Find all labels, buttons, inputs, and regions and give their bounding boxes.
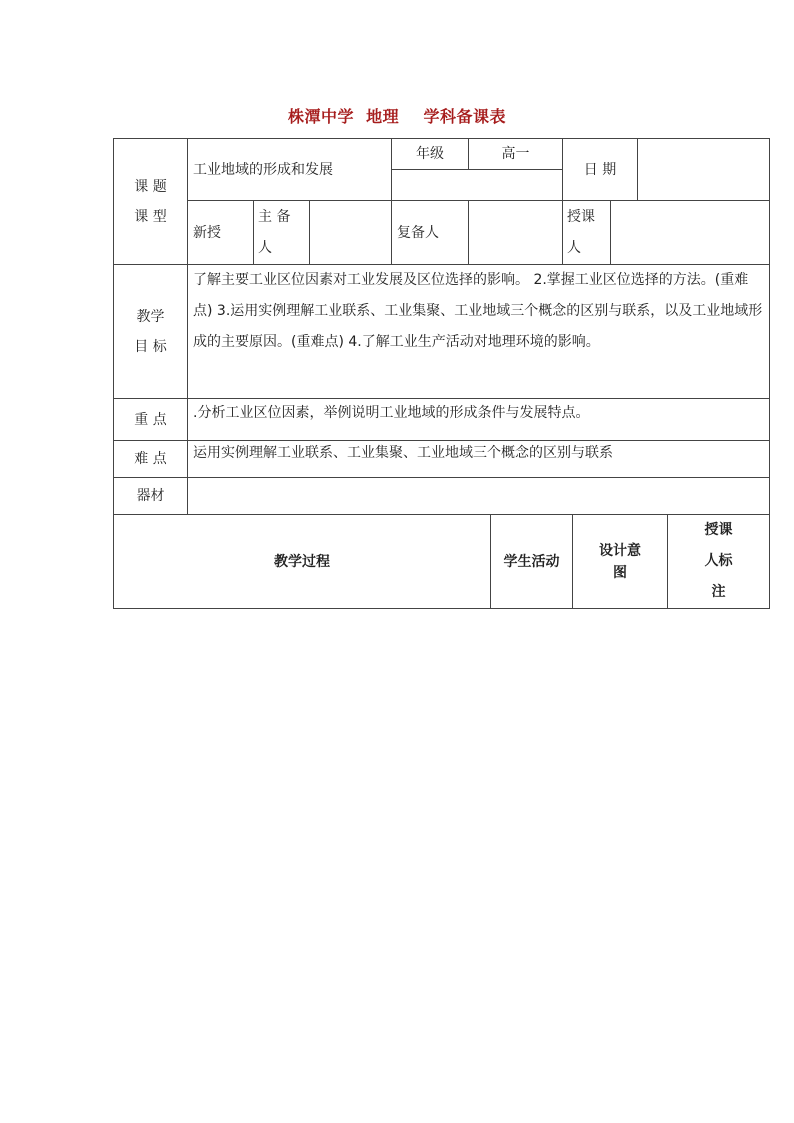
co-preparer-label: 复备人 [392, 201, 469, 265]
equipment-value [188, 478, 770, 515]
co-preparer-value [469, 201, 563, 265]
objectives-text: 了解主要工业区位因素对工业发展及区位选择的影响。 2.掌握工业区位选择的方法。(重难点) 3.运用实例理解工业联系、工业集聚、工业地域三个概念的区别与联系，以及工业地域形成的主要原因。(重难点) 4.了解工业生产活动对地理环境的影响。 [188, 265, 770, 399]
teacher-notes-header: 授课 人标 注 [668, 515, 770, 609]
teacher-value [611, 201, 770, 265]
date-value [638, 139, 770, 201]
difficulties-text: 运用实例理解工业联系、工业集聚、工业地域三个概念的区别与联系 [188, 441, 770, 478]
lead-preparer-label: 主 备 人 [254, 201, 310, 265]
lesson-plan-table [113, 138, 770, 609]
objectives-label: 教学 目 标 [114, 265, 188, 399]
difficulties-label: 难 点 [114, 441, 188, 478]
page-title: 株潭中学 地理 学科备课表 [288, 107, 506, 126]
grade-label: 年级 [392, 139, 469, 170]
equipment-label: 器材 [114, 478, 188, 515]
key-points-label: 重 点 [114, 399, 188, 441]
date-label: 日 期 [563, 139, 638, 201]
grade-value: 高一 [469, 139, 563, 170]
teacher-label: 授课 人 [563, 201, 611, 265]
design-intent-header: 设计意 图 [573, 515, 668, 609]
lead-preparer-value [310, 201, 392, 265]
student-activity-header: 学生活动 [491, 515, 573, 609]
topic-value: 工业地域的形成和发展 [188, 139, 392, 201]
process-header: 教学过程 [114, 515, 491, 609]
key-points-text: .分析工业区位因素，举例说明工业地域的形成条件与发展特点。 [188, 399, 770, 441]
topic-label: 课 题 课 型 [114, 139, 188, 265]
lesson-type-value: 新授 [188, 201, 254, 265]
grade-extra-cell [392, 170, 563, 201]
